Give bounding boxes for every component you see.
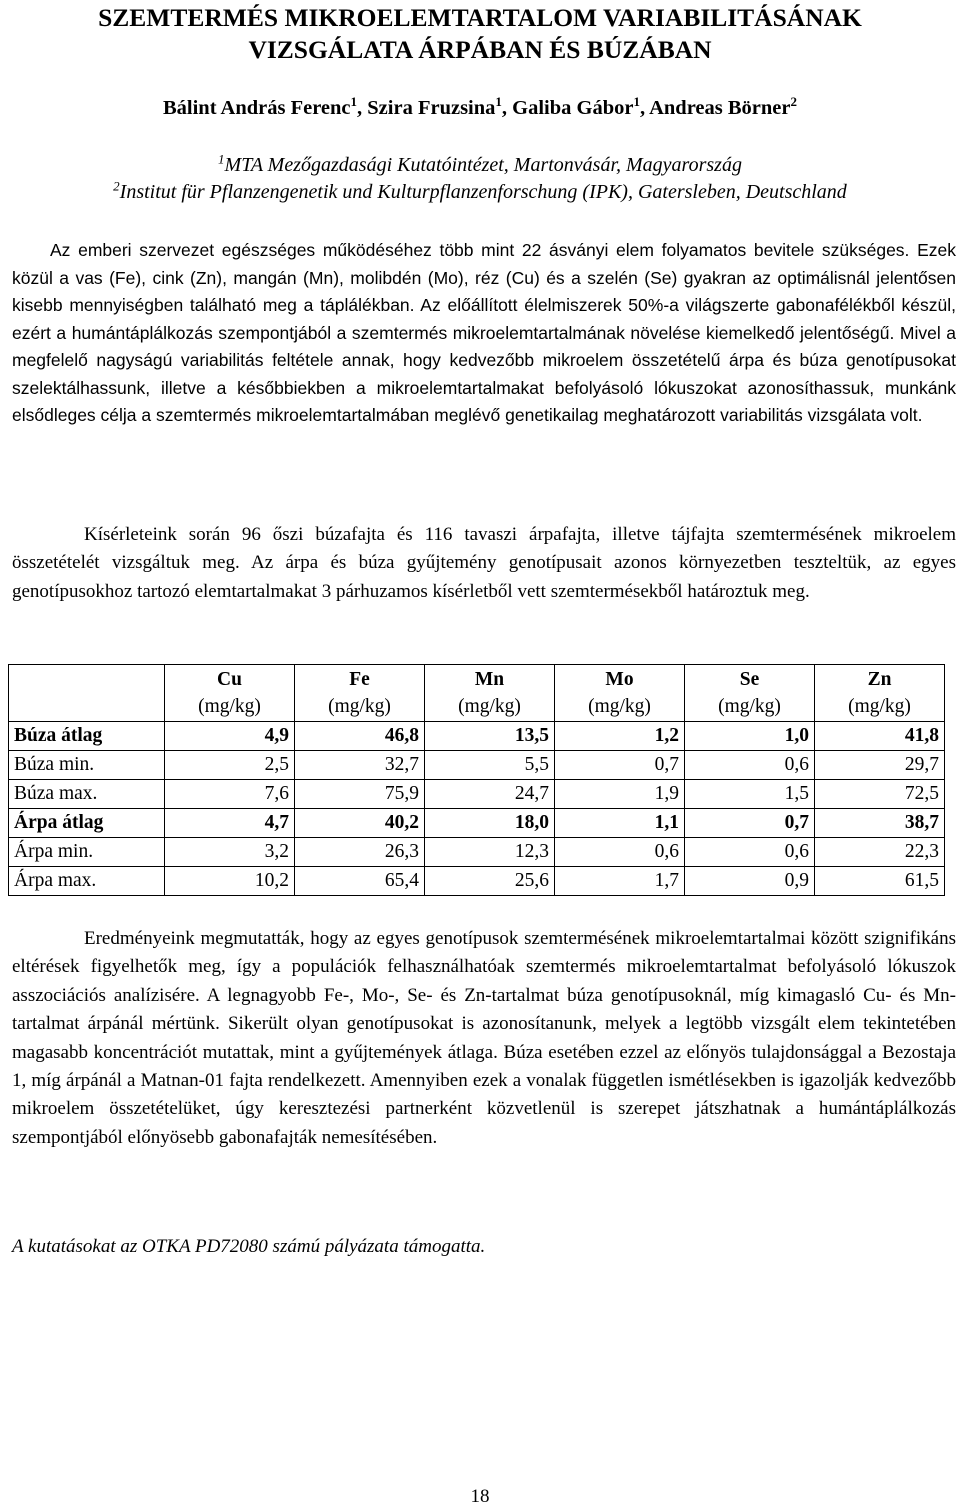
table-row	[9, 809, 945, 838]
table-cell: 0,9	[685, 867, 815, 896]
row-label: Búza min.	[9, 751, 165, 780]
table-cell: 40,2	[295, 809, 425, 838]
affiliation-marker: 1	[218, 151, 225, 167]
table-cell: 22,3	[815, 838, 945, 867]
table-cell: 18,0	[425, 809, 555, 838]
abstract-text: Az emberi szervezet egészséges működéséhez több mint 22 ásványi elem folyamatos bevitele szükséges. Ezek közül a vas (Fe), cink (Zn), mangán (Mn), molibdén (Mo), réz (Cu) és a szelén (Se) gyakran az optimálisnál jelentősen kisebb mennyiségben található meg a táplálékban. Az előállított élelmiszerek 50%-a világszerte gabonafélékből készül, ezért a humántáplálkozás szempontjából a szemtermés mikroelemtartalmának növelése kiemelkedő jelentőségű. Mivel a megfelelő nagyságú variabilitás feltétele annak, hogy kedvezőbb mikroelem összetételű árpa és búza genotípusokat szelektálhassunk, illetve a későbbiekben a mikroelemtartalmakat befolyásoló lókuszokat azonosíthassuk, munkánk elsődleges célja a szemtermés mikroelemtartalmában meglévő genetikailag meghatározott variabilitás vizsgálata volt.	[12, 240, 956, 425]
abstract-paragraph	[12, 237, 956, 430]
table-header-cell: Fe (mg/kg)	[295, 665, 425, 722]
table-cell: 0,6	[685, 838, 815, 867]
affiliation-2	[0, 179, 960, 206]
table-header-cell: Zn (mg/kg)	[815, 665, 945, 722]
table-cell: 65,4	[295, 867, 425, 896]
table-cell: 3,2	[165, 838, 295, 867]
table-cell: 1,1	[555, 809, 685, 838]
table-header-empty	[9, 665, 165, 722]
table-cell: 26,3	[295, 838, 425, 867]
table-header-row	[9, 665, 945, 722]
row-label: Búza átlag	[9, 722, 165, 751]
table-header-cell: Cu (mg/kg)	[165, 665, 295, 722]
table-cell: 1,0	[685, 722, 815, 751]
table-header-cell: Mo (mg/kg)	[555, 665, 685, 722]
microelement-table	[8, 664, 945, 896]
table-cell: 29,7	[815, 751, 945, 780]
table-header-cell: Se (mg/kg)	[685, 665, 815, 722]
table-cell: 61,5	[815, 867, 945, 896]
author-affiliation-marker: 2	[790, 94, 798, 110]
row-label: Árpa átlag	[9, 809, 165, 838]
table-cell: 7,6	[165, 780, 295, 809]
page-number: 18	[470, 1486, 490, 1507]
table-row	[9, 867, 945, 896]
title-line-2: VIZSGÁLATA ÁRPÁBAN ÉS BÚZÁBAN	[248, 35, 712, 64]
acknowledgement: A kutatásokat az OTKA PD72080 számú pályázata támogatta.	[12, 1236, 486, 1257]
table-row	[9, 780, 945, 809]
table-cell: 75,9	[295, 780, 425, 809]
table-cell: 0,6	[555, 838, 685, 867]
author-name: Bálint András Ferenc	[162, 97, 351, 119]
table-cell: 41,8	[815, 722, 945, 751]
paragraph-text: Kísérleteink során 96 őszi búzafajta és 116 tavaszi árpafajta, illetve tájfajta szemtermésének mikroelem összetételét vizsgáltuk meg. Az árpa és búza gyűjtemény genotípusait azonos környezetben teszteltük, az egyes genotípusokhoz tartozó elemtartalmakat 3 párhuzamos kísérletből vett szemtermésekből határoztuk meg.	[12, 524, 956, 602]
author-affiliation-marker: 1	[633, 94, 640, 110]
table-row	[9, 838, 945, 867]
author-name: Galiba Gábor	[512, 97, 634, 119]
table-cell: 46,8	[295, 722, 425, 751]
table-row	[9, 722, 945, 751]
table-cell: 1,7	[555, 867, 685, 896]
table-cell: 5,5	[425, 751, 555, 780]
table-row	[9, 751, 945, 780]
affiliation-text: Institut für Pflanzengenetik und Kulturpflanzenforschung (IPK), Gatersleben, Deutschland	[119, 181, 847, 203]
table-cell: 10,2	[165, 867, 295, 896]
body-paragraph-2	[12, 925, 956, 1152]
author-name: Andreas Börner	[649, 97, 791, 119]
author-affiliation-marker: 1	[495, 94, 502, 110]
table-cell: 1,2	[555, 722, 685, 751]
paper-title	[0, 2, 960, 66]
table-cell: 13,5	[425, 722, 555, 751]
table-cell: 2,5	[165, 751, 295, 780]
row-label: Búza max.	[9, 780, 165, 809]
table-cell: 4,7	[165, 809, 295, 838]
paragraph-text: Eredményeink megmutatták, hogy az egyes genotípusok szemtermésének mikroelemtartalmai között szignifikáns eltérések figyelhetők meg, így a populációk felhasználhatóak szemtermés mikroelemtartalmat befolyásoló lókuszok asszociációs analízisére. A legnagyobb Fe-, Mo-, Se- és Zn-tartalmat búza genotípusoknál, míg kimagasló Cu- és Mn-tartalmat árpánál mértünk. Sikerült olyan genotípusokat is azonosítanunk, melyek a legtöbb vizsgált elem tekintetében magasabb koncentrációt mutattak, mint a gyűjtemények átlaga. Búza esetében ezzel az előnyös tulajdonsággal a Bezostaja 1, míg árpánál a Matnan-01 fajta rendelkezett. Amennyiben ezek a vonalak független ismétlésekben is igazolják kedvezőbb mikroelem összetételüket, úgy keresztezési partnerként közvetlenül is szerepet játszhatnak a humántáplálkozás szempontjából előnyösebb gabonafajták nemesítésében.	[12, 928, 956, 1148]
row-label: Árpa max.	[9, 867, 165, 896]
affiliation-text: MTA Mezőgazdasági Kutatóintézet, Martonvásár, Magyarország	[224, 154, 742, 176]
table-cell: 0,7	[555, 751, 685, 780]
affiliation-marker: 2	[113, 178, 120, 194]
title-line-1: SZEMTERMÉS MIKROELEMTARTALOM VARIABILITÁSÁNAK	[98, 3, 862, 32]
table-cell: 12,3	[425, 838, 555, 867]
table-cell: 32,7	[295, 751, 425, 780]
body-paragraph-1	[12, 521, 956, 606]
table-cell: 4,9	[165, 722, 295, 751]
table-cell: 38,7	[815, 809, 945, 838]
author-list: Bálint András Ferenc$^1$, Szira Fruzsina$^1$, Galiba Gábor$^1$, Andreas Börner$^2$	[162, 94, 798, 119]
table-cell: 0,7	[685, 809, 815, 838]
author-affiliation-marker: 1	[350, 94, 358, 110]
author-name: Szira Fruzsina	[367, 97, 496, 119]
table-cell: 1,5	[685, 780, 815, 809]
table-cell: 24,7	[425, 780, 555, 809]
table-cell: 25,6	[425, 867, 555, 896]
table-cell: 0,6	[685, 751, 815, 780]
table-cell: 1,9	[555, 780, 685, 809]
row-label: Árpa min.	[9, 838, 165, 867]
affiliation-1	[0, 152, 960, 179]
table-header-cell: Mn (mg/kg)	[425, 665, 555, 722]
table-cell: 72,5	[815, 780, 945, 809]
